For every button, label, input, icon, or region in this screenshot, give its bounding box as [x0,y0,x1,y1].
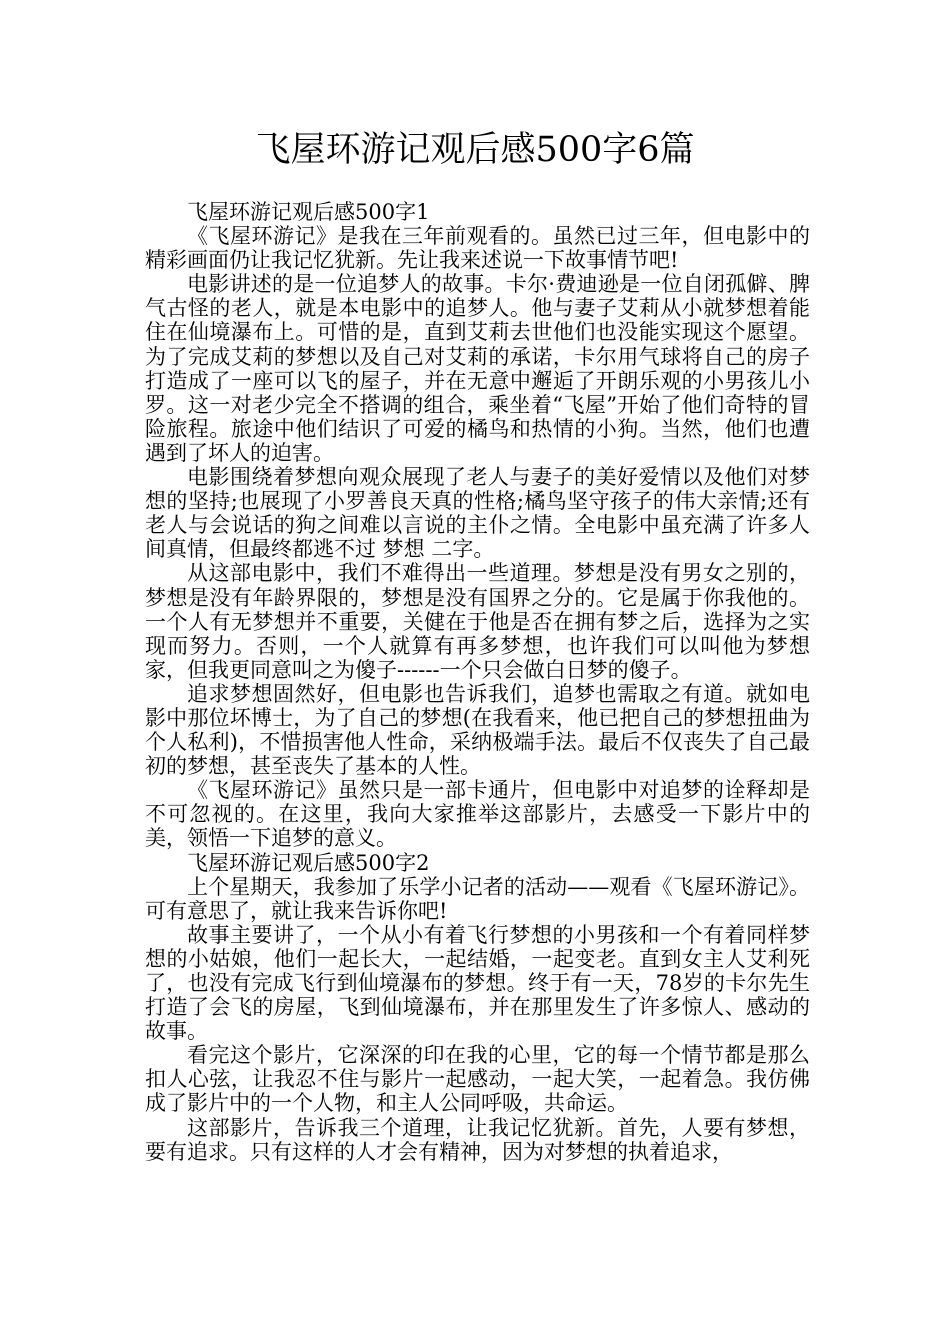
document-title: 飞屋环游记观后感500字6篇 [255,130,695,170]
paragraph: 从这部电影中，我们不难得出一些道理。梦想是没有男女之别的，梦想是没有年龄界限的，梦想是没有国界之分的。它是属于你我他的。一个人有无梦想并不重要，关健在于他是否在拥有梦之后，选择为之实现而努力。否则，一个人就算有再多梦想，也许我们可以叫他为梦想家，但我更同意叫之为傻子------一个只会做白日梦的傻子。 [145,561,810,682]
paragraph: 故事主要讲了，一个从小有着飞行梦想的小男孩和一个有着同样梦想的小姑娘，他们一起长大，一起结婚，一起变老。直到女主人艾利死了，也没有完成飞行到仙境瀑布的梦想。终于有一天，78岁的卡尔先生打造了会飞的房屋，飞到仙境瀑布，并在那里发生了许多惊人、感动的故事。 [145,922,810,1044]
paragraph: 《飞屋环游记》是我在三年前观看的。虽然已过三年，但电影中的精彩画面仍让我记忆犹新。先让我来述说一下故事情节吧! [145,224,810,273]
paragraph: 看完这个影片，它深深的印在我的心里，它的每一个情节都是那么扣人心弦，让我忍不住与影片一起感动，一起大笑，一起着急。我仿佛成了影片中的一个人物，和主人公同呼吸，共命运。 [145,1043,810,1116]
section-heading-2: 飞屋环游记观后感500字2 [187,850,430,875]
paragraph: 上个星期天，我参加了乐学小记者的活动——观看《飞屋环游记》。可有意思了，就让我来告诉你吧! [145,874,810,923]
paragraph: 追求梦想固然好，但电影也告诉我们，追梦也需取之有道。就如电影中那位坏博士，为了自己的梦想(在我看来，他已把自己的梦想扭曲为个人私利)，不惜损害他人性命，采纳极端手法。最后不仅丧失了自己最初的梦想，甚至丧失了基本的人性。 [145,681,810,779]
document-body [145,200,810,1164]
paragraph: 这部影片，告诉我三个道理，让我记忆犹新。首先，人要有梦想，要有追求。只有这样的人才会有精神，因为对梦想的执着追求， [145,1115,810,1164]
paragraph: 电影围绕着梦想向观众展现了老人与妻子的美好爱情以及他们对梦想的坚持;也展现了小罗善良天真的性格;橘鸟坚守孩子的伟大亲情;还有老人与会说话的狗之间难以言说的主仆之情。全电影中虽充满了许多人间真情，但最终都逃不过 梦想 二字。 [145,465,810,562]
section-heading-1: 飞屋环游记观后感500字1 [187,200,430,224]
paragraph: 《飞屋环游记》虽然只是一部卡通片，但电影中对追梦的诠释却是不可忽视的。在这里，我向大家推举这部影片，去感受一下影片中的美，领悟一下追梦的意义。 [145,778,810,851]
paragraph: 电影讲述的是一位追梦人的故事。卡尔·费迪逊是一位自闭孤僻、脾气古怪的老人，就是本电影中的追梦人。他与妻子艾莉从小就梦想着能住在仙境瀑布上。可惜的是，直到艾莉去世他们也没能实现这个愿望。为了完成艾莉的梦想以及自己对艾莉的承诺，卡尔用气球将自己的房子打造成了一座可以飞的屋子，并在无意中邂逅了开朗乐观的小男孩儿小罗。这一对老少完全不搭调的组合，乘坐着“飞屋”开始了他们奇特的冒险旅程。旅途中他们结识了可爱的橘鸟和热情的小狗。当然，他们也遭遇到了坏人的迫害。 [145,272,810,465]
